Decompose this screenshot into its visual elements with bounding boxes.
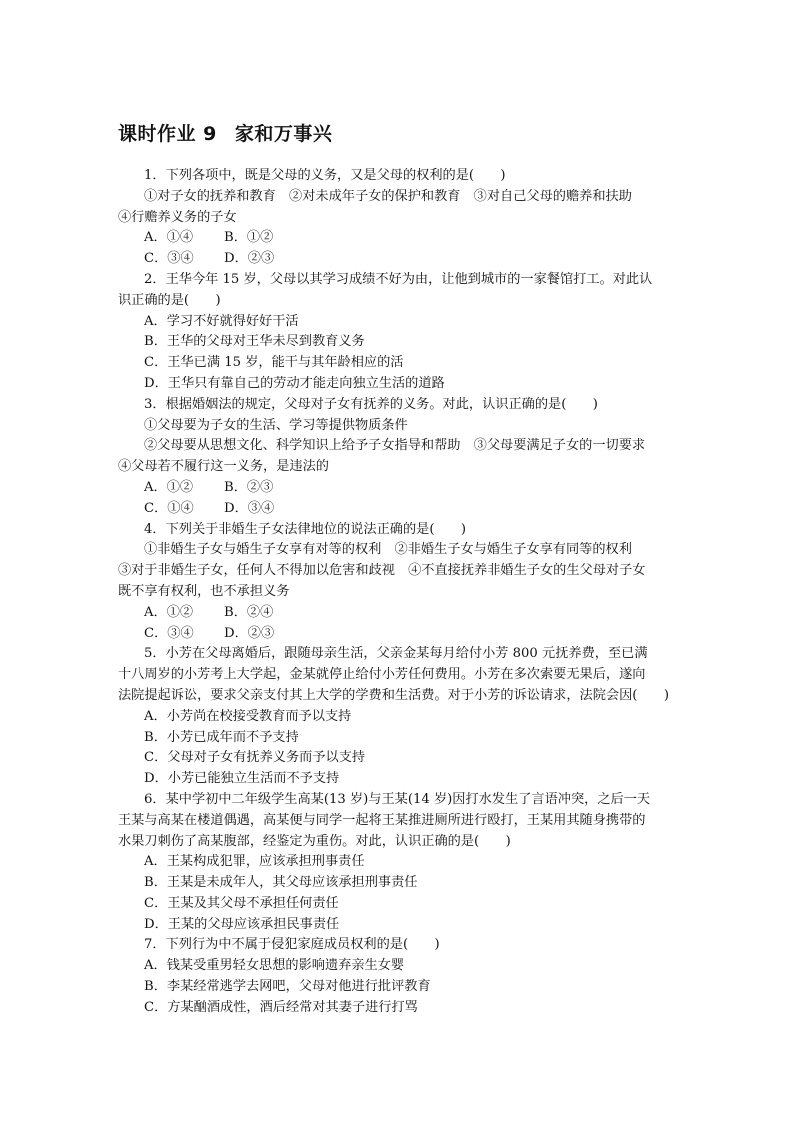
question-3-option-a: A．①② — [144, 479, 194, 495]
question-5-option-a: A．小芳尚在校接受教育而予以支持 — [144, 708, 352, 724]
question-2-option-a: A．学习不好就得好好干活 — [144, 313, 299, 329]
question-6-option-d: D．王某的父母应该承担民事责任 — [144, 916, 340, 932]
question-6-stem-line-3: 水果刀刺伤了高某腹部，经鉴定为重伤。对此，认识正确的是( ) — [118, 833, 511, 849]
question-1-options-row-1 — [118, 228, 678, 249]
question-2-option-b: B．王华的父母对王华未尽到教育义务 — [144, 334, 365, 350]
question-1-options-row-2 — [118, 249, 678, 270]
question-5-stem-line-3: 法院提起诉讼，要求父亲支付其上大学的学费和生活费。对于小芳的诉讼请求，法院会因( ) — [118, 687, 669, 703]
question-6-option-c: C．王某及其父母不承担任何责任 — [144, 895, 339, 911]
question-4-option-c: C．③④ — [144, 625, 194, 641]
question-1-option-c: C．③④ — [144, 251, 194, 267]
question-4-item-line-3: 既不享有权利，也不承担义务 — [118, 583, 290, 599]
question-4-options-row-1 — [118, 603, 678, 624]
question-5-option-b: B．小芳已成年而不予支持 — [144, 729, 299, 745]
question-3-option-d: D．③④ — [224, 500, 275, 516]
question-1-option-b: B．①② — [224, 230, 274, 246]
question-4-item-line-1: ①非婚生子女与婚生子女享有对等的权利 ②非婚生子女与婚生子女享有同等的权利 — [144, 542, 632, 558]
question-1-option-a: A．①④ — [144, 230, 194, 246]
question-3-option-b: B．②③ — [224, 479, 274, 495]
question-6-stem-line-2: 王某与高某在楼道偶遇，高某便与同学一起将王某推进厕所进行殴打，王某用其随身携带的 — [118, 812, 646, 828]
question-7-option-c: C．方某酗酒成性，酒后经常对其妻子进行打骂 — [144, 999, 418, 1015]
title-prefix: 课时作业 9 — [118, 123, 217, 145]
question-7-stem: 7．下列行为中不属于侵犯家庭成员权利的是( ) — [144, 937, 440, 953]
question-6-stem-line-1: 6．某中学初中二年级学生高某(13 岁)与王某(14 岁)因打水发生了言语冲突，之后一天 — [144, 791, 651, 807]
question-4-item-line-2: ③对于非婚生子女，任何人不得加以危害和歧视 ④不直接抚养非婚生子女的生父母对子女 — [118, 563, 646, 579]
question-4-option-a: A．①② — [144, 604, 194, 620]
question-5-option-c: C．父母对子女有抚养义务而予以支持 — [144, 750, 366, 766]
question-3-options-row-2 — [118, 499, 678, 520]
question-3-item-line-3: ④父母若不履行这一义务，是违法的 — [118, 459, 329, 475]
question-1-item-line-1: ①对子女的抚养和教育 ②对未成年子女的保护和教育 ③对自己父母的赡养和扶助 — [144, 188, 632, 204]
question-4-stem: 4．下列关于非婚生子女法律地位的说法正确的是( ) — [144, 521, 466, 537]
question-1-stem: 1．下列各项中，既是父母的义务，又是父母的权利的是( ) — [144, 168, 506, 183]
question-5-option-d: D．小芳已能独立生活而不予支持 — [144, 771, 340, 787]
page-title — [118, 120, 678, 148]
question-7-option-a: A．钱某受重男轻女思想的影响遗弃亲生女婴 — [144, 958, 405, 974]
question-6-option-b: B．王某是未成年人，其父母应该承担刑事责任 — [144, 875, 418, 891]
question-2-stem-line-2: 识正确的是( ) — [118, 292, 221, 308]
question-4-option-d: D．②③ — [224, 625, 275, 641]
question-4-option-b: B．②④ — [224, 604, 274, 620]
question-3-item-line-1: ①父母要为子女的生活、学习等提供物质条件 — [144, 417, 408, 433]
question-1-option-d: D．②③ — [224, 251, 275, 267]
question-5-stem-line-2: 十八周岁的小芳考上大学起，金某就停止给付小芳任何费用。小芳在多次索要无果后，遂向 — [118, 667, 646, 683]
question-2-stem-line-1: 2．王华今年 15 岁，父母以其学习成绩不好为由，让他到城市的一家餐馆打工。对此认 — [144, 271, 653, 287]
worksheet-page — [118, 120, 678, 1019]
question-7-option-b: B．李某经常逃学去网吧，父母对他进行批评教育 — [144, 979, 431, 995]
question-4-options-row-2 — [118, 624, 678, 645]
question-3-stem: 3．根据婚姻法的规定，父母对子女有抚养的义务。对此，认识正确的是( ) — [144, 396, 598, 412]
question-2-option-c: C．王华已满 15 岁，能干与其年龄相应的活 — [144, 355, 404, 371]
title-main: 家和万事兴 — [234, 123, 333, 145]
question-3-option-c: C．①④ — [144, 500, 194, 516]
question-5-stem-line-1: 5．小芳在父母离婚后，跟随母亲生活，父亲金某每月给付小芳 800 元抚养费，至已满 — [144, 646, 648, 662]
question-3-item-line-2: ②父母要从思想文化、科学知识上给予子女指导和帮助 ③父母要满足子女的一切要求 — [144, 438, 646, 454]
question-6-option-a: A．王某构成犯罪，应该承担刑事责任 — [144, 854, 365, 870]
question-3-options-row-1 — [118, 478, 678, 499]
question-1-item-line-2: ④行赡养义务的子女 — [118, 209, 237, 225]
question-2-option-d: D．王华只有靠自己的劳动才能走向独立生活的道路 — [144, 375, 445, 391]
